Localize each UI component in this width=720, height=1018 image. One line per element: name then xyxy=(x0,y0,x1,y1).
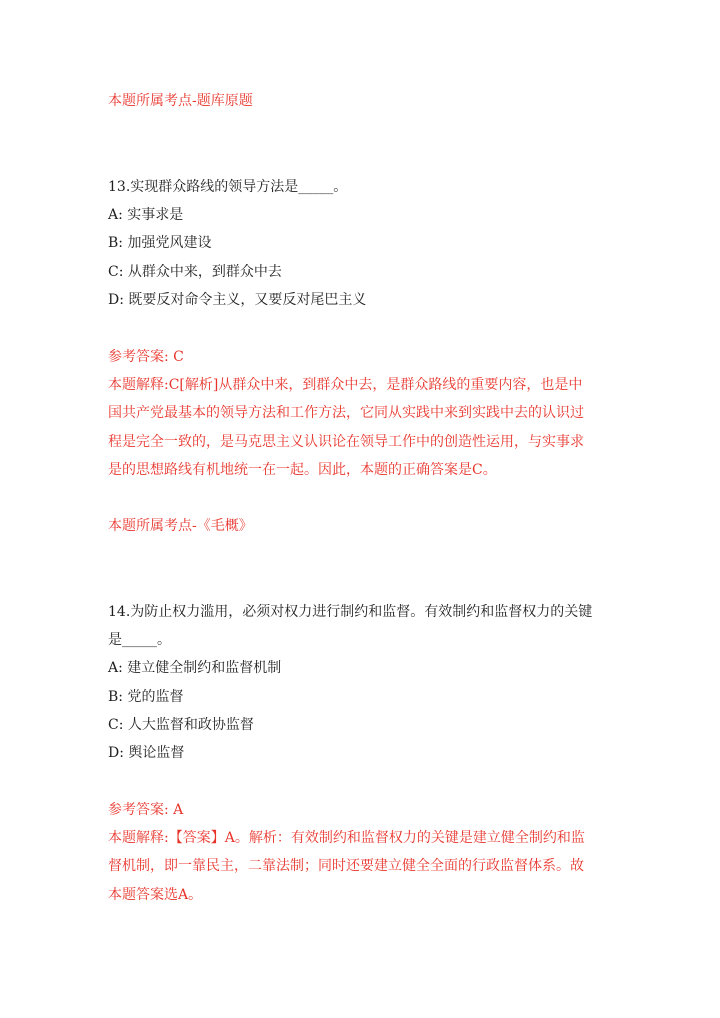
q13-stem: 13.实现群众路线的领导方法是_____。 xyxy=(108,179,348,195)
q14-explanation-line-3: 本题答案选A。 xyxy=(108,887,203,903)
q14-option-b: B: 党的监督 xyxy=(108,689,184,705)
q13-explanation-line-2: 国共产党最基本的领导方法和工作方法，它同从实践中来到实践中去的认识过 xyxy=(108,405,584,421)
q14-explanation-line-1: 本题解释:【答案】A。解析：有效制约和监督权力的关键是建立健全制约和监 xyxy=(108,830,585,846)
q13-option-d: D: 既要反对命令主义，又要反对尾巴主义 xyxy=(108,292,367,308)
q14-option-a: A: 建立健全制约和监督机制 xyxy=(108,660,282,676)
q13-explanation-line-1: 本题解释:C[解析]从群众中来，到群众中去，是群众路线的重要内容，也是中 xyxy=(108,377,583,393)
q14-stem-line-2: 是_____。 xyxy=(108,632,171,648)
q13-option-b: B: 加强党风建设 xyxy=(108,235,212,251)
q13-option-c: C: 从群众中来，到群众中去 xyxy=(108,264,282,280)
top-category-label: 本题所属考点-题库原题 xyxy=(108,93,253,109)
q13-category-label: 本题所属考点-《毛概》 xyxy=(108,518,253,534)
q14-option-d: D: 舆论监督 xyxy=(108,745,185,761)
q13-answer: 参考答案: C xyxy=(108,349,184,365)
q14-option-c: C: 人大监督和政协监督 xyxy=(108,717,254,733)
q14-explanation-line-2: 督机制，即一靠民主，二靠法制；同时还要建立健全全面的行政监督体系。故 xyxy=(108,858,584,874)
q13-explanation-line-3: 程是完全一致的，是马克思主义认识论在领导工作中的创造性运用，与实事求 xyxy=(108,434,584,450)
q13-option-a: A: 实事求是 xyxy=(108,207,184,223)
q13-explanation-line-4: 是的思想路线有机地统一在一起。因此，本题的正确答案是C。 xyxy=(108,462,497,478)
q14-answer: 参考答案: A xyxy=(108,802,184,818)
q14-stem-line-1: 14.为防止权力滥用，必须对权力进行制约和监督。有效制约和监督权力的关键 xyxy=(108,604,593,620)
